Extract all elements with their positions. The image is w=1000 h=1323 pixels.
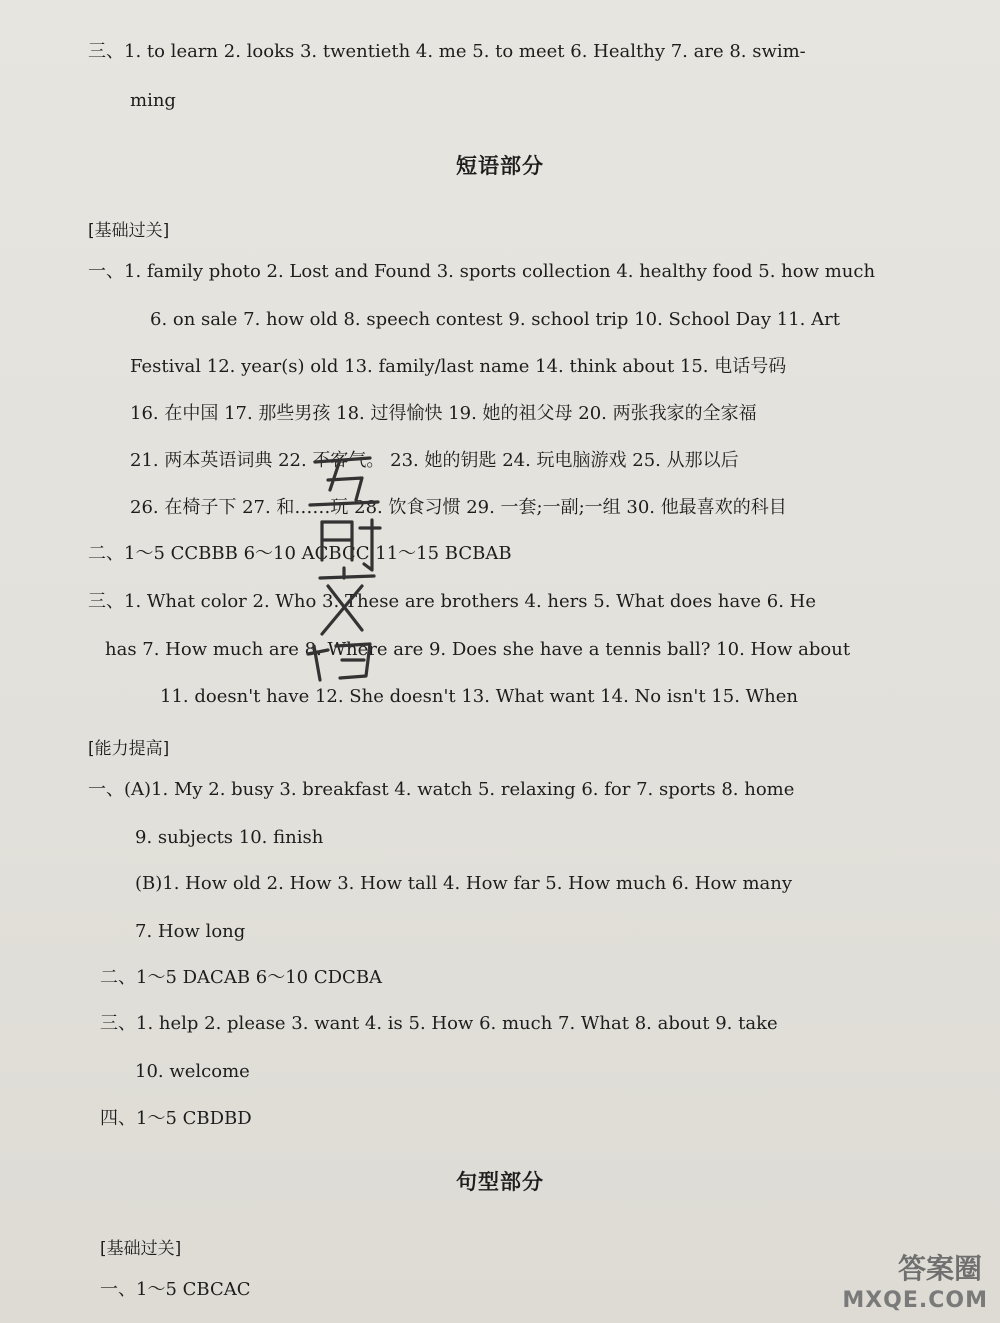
phrase-q3-line-1: 三、1. What color 2. Who 3. These are brothers 4. hers 5. What does have 6. He <box>88 591 816 612</box>
phrase-q1-line-6: 26. 在椅子下 27. 和……玩 28. 饮食习惯 29. 一套;一副;一组 30. 他最喜欢的科目 <box>130 497 787 518</box>
adv-q1-line-1: 一、(A)1. My 2. busy 3. breakfast 4. watch 5. relaxing 6. for 7. sports 8. home <box>88 779 795 800</box>
sentence-section-title: 句型部分 <box>456 1170 544 1194</box>
watermark-site: MXQE.COM <box>842 1288 988 1313</box>
top-answers-line <box>88 40 1000 64</box>
watermark <box>816 1249 996 1319</box>
handwritten-annotation <box>300 450 390 690</box>
phrase-q1-line-3: Festival 12. year(s) old 13. family/last name 14. think about 15. 电话号码 <box>130 356 787 377</box>
adv-q1-line-2: 9. subjects 10. finish <box>135 827 324 848</box>
phrase-q1-line-5: 21. 两本英语词典 22. 不客气。 23. 她的钥匙 24. 玩电脑游戏 25. 从那以后 <box>130 450 739 471</box>
adv-q4-line: 四、1～5 CBDBD <box>100 1108 252 1129</box>
sentence-basic-level-label: [基础过关] <box>100 1239 182 1259</box>
adv-q3-line-1: 三、1. help 2. please 3. want 4. is 5. How 6. much 7. What 8. about 9. take <box>100 1013 778 1034</box>
top-answers-continuation <box>130 89 1000 113</box>
adv-q2-line: 二、1～5 DACAB 6～10 CDCBA <box>100 967 383 988</box>
top-answers-continuation-text: ming <box>130 90 176 111</box>
phrase-q1-line-4: 16. 在中国 17. 那些男孩 18. 过得愉快 19. 她的祖父母 20. 两张我家的全家福 <box>130 403 757 424</box>
adv-q3-line-2: 10. welcome <box>135 1061 250 1082</box>
adv-q1-line-3: (B)1. How old 2. How 3. How tall 4. How far 5. How much 6. How many <box>135 873 792 894</box>
phrase-q2-line: 二、1～5 CCBBB 6～10 ACBCC 11～15 BCBAB <box>88 543 512 564</box>
sentence-q1-line: 一、1～5 CBCAC <box>100 1279 251 1300</box>
phrase-q1-line-1: 一、1. family photo 2. Lost and Found 3. sports collection 4. healthy food 5. how much <box>88 261 876 282</box>
phrase-q3-line-2: has 7. How much are 8. Where are 9. Does she have a tennis ball? 10. How about <box>105 639 851 660</box>
top-answers-text: 三、1. to learn 2. looks 3. twentieth 4. me 5. to meet 6. Healthy 7. are 8. swim- <box>88 41 806 62</box>
phrase-q3-line-3: 11. doesn't have 12. She doesn't 13. What want 14. No isn't 15. When <box>160 686 798 707</box>
phrase-q1-line-2: 6. on sale 7. how old 8. speech contest 9. school trip 10. School Day 11. Art <box>150 309 840 330</box>
basic-level-label: [基础过关] <box>88 221 170 241</box>
phrase-section-title: 短语部分 <box>456 154 544 178</box>
adv-q1-line-4: 7. How long <box>135 921 246 942</box>
advanced-level-label: [能力提高] <box>88 739 170 759</box>
watermark-logo: 答案圈 <box>897 1252 982 1285</box>
